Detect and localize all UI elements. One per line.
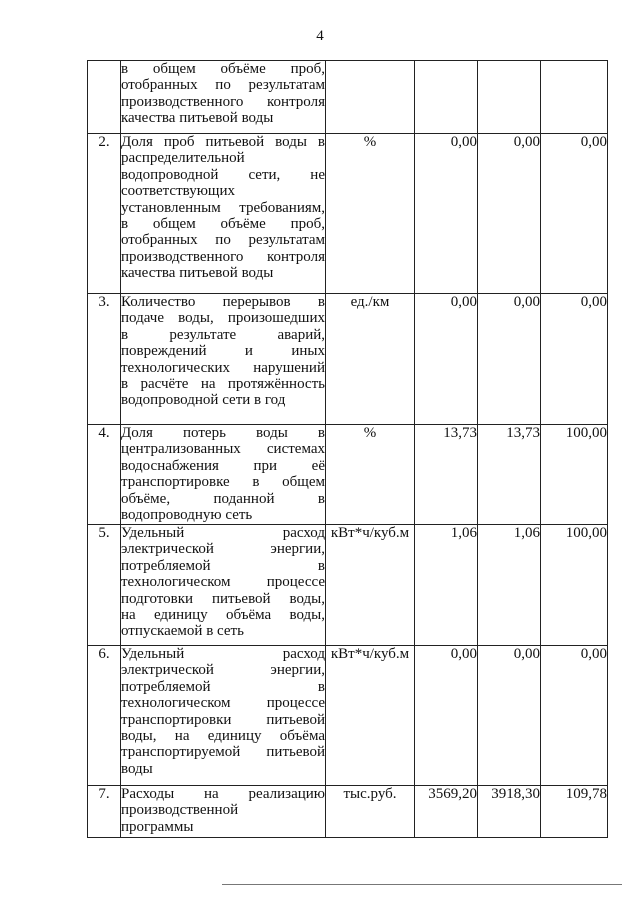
footer-rule [222, 884, 622, 885]
indicators-table-body [88, 61, 608, 838]
value-cell-3: 109,78 [541, 786, 608, 838]
indicator-text-line: соответствующих [121, 183, 235, 200]
indicator-text-line: Доля проб питьевой воды в [121, 134, 325, 150]
indicator-text-line: водопроводной сети, не [121, 166, 325, 183]
indicator-text-line: транспортируемой питьевой [121, 744, 325, 761]
value-cell-2: 0,00 [478, 134, 541, 294]
value-cell-2: 1,06 [478, 525, 541, 646]
row-number: 3. [88, 294, 121, 425]
value-cell-1 [415, 61, 478, 134]
indicator-text-line: потребляемой в [121, 557, 325, 574]
indicator-name [121, 134, 326, 294]
indicator-text-line: производственного контроля [121, 248, 325, 265]
row-number: 6. [88, 646, 121, 786]
table-row [88, 294, 608, 425]
value-cell-3: 0,00 [541, 646, 608, 786]
table-row [88, 134, 608, 294]
row-number: 2. [88, 134, 121, 294]
indicator-text-line: в результате аварий, [121, 326, 325, 343]
indicator-name [121, 425, 326, 525]
indicator-text-line: централизованных системах [121, 441, 325, 458]
indicator-text-line: в общем объёме проб, [121, 215, 325, 232]
value-cell-1: 0,00 [415, 646, 478, 786]
indicator-text-line: в расчёте на протяжённость [121, 375, 325, 392]
unit-cell: % [326, 134, 415, 294]
indicator-text-line: Расходы на реализацию [121, 786, 325, 802]
row-number: 7. [88, 786, 121, 838]
indicator-text-line: Доля потерь воды в [121, 425, 325, 441]
indicator-text-line: воды [121, 760, 153, 777]
unit-cell [326, 61, 415, 134]
unit-cell: ед./км [326, 294, 415, 425]
indicator-text-line: Удельный расход [121, 646, 325, 662]
indicator-text-line: транспортировки питьевой [121, 711, 325, 728]
value-cell-3: 100,00 [541, 425, 608, 525]
value-cell-1: 3569,20 [415, 786, 478, 838]
value-cell-2: 13,73 [478, 425, 541, 525]
unit-cell: тыс.руб. [326, 786, 415, 838]
indicator-text-line: потребляемой в [121, 678, 325, 695]
table-row [88, 786, 608, 838]
indicator-name [121, 61, 326, 134]
table-row [88, 61, 608, 134]
indicator-text-line: в общем объёме проб, [121, 61, 325, 77]
indicator-text-line: электрической энергии, [121, 662, 325, 679]
unit-cell: кВт*ч/куб.м [326, 646, 415, 786]
indicator-text-line: технологическом процессе [121, 695, 325, 712]
indicator-text-line: технологических нарушений [121, 359, 325, 376]
indicator-text-line: водопроводной сети в год [121, 392, 286, 409]
value-cell-2 [478, 61, 541, 134]
indicator-text-line: отобранных по результатам [121, 77, 325, 94]
value-cell-2: 3918,30 [478, 786, 541, 838]
indicator-text-line: подаче воды, произошедших [121, 310, 325, 327]
table-row [88, 425, 608, 525]
indicator-name [121, 786, 326, 838]
indicator-name [121, 525, 326, 646]
indicator-text-line: производственной [121, 802, 239, 819]
row-number: 4. [88, 425, 121, 525]
table-row [88, 525, 608, 646]
indicator-text-line: Количество перерывов в [121, 294, 325, 310]
value-cell-3 [541, 61, 608, 134]
indicator-text-line: на единицу объёма воды, [121, 606, 325, 623]
table-row [88, 646, 608, 786]
value-cell-1: 13,73 [415, 425, 478, 525]
indicators-table [87, 60, 608, 838]
value-cell-1: 0,00 [415, 134, 478, 294]
value-cell-3: 0,00 [541, 294, 608, 425]
indicator-name [121, 294, 326, 425]
unit-cell: % [326, 425, 415, 525]
indicator-text-line: объёме, поданной в [121, 490, 325, 507]
page-number: 4 [316, 28, 324, 44]
indicator-text-line: подготовки питьевой воды, [121, 590, 325, 607]
indicator-name [121, 646, 326, 786]
indicator-text-line: водоснабжения при её [121, 457, 325, 474]
indicator-text-line: качества питьевой воды [121, 265, 274, 282]
indicator-text-line: водопроводную сеть [121, 506, 253, 523]
row-number [88, 61, 121, 134]
value-cell-2: 0,00 [478, 646, 541, 786]
indicator-text-line: отобранных по результатам [121, 232, 325, 249]
row-number: 5. [88, 525, 121, 646]
value-cell-1: 0,00 [415, 294, 478, 425]
value-cell-1: 1,06 [415, 525, 478, 646]
indicator-text-line: электрической энергии, [121, 541, 325, 558]
indicator-text-line: производственного контроля [121, 93, 325, 110]
value-cell-3: 0,00 [541, 134, 608, 294]
indicator-text-line: технологическом процессе [121, 574, 325, 591]
indicator-text-line: качества питьевой воды [121, 110, 274, 127]
indicator-text-line: распределительной [121, 150, 245, 167]
indicator-text-line: транспортировке в общем [121, 474, 325, 491]
indicator-text-line: воды, на единицу объёма [121, 727, 325, 744]
indicator-text-line: программы [121, 818, 194, 835]
indicator-text-line: установленным требованиям, [121, 199, 325, 216]
value-cell-2: 0,00 [478, 294, 541, 425]
indicator-text-line: повреждений и иных [121, 343, 325, 360]
unit-cell: кВт*ч/куб.м [326, 525, 415, 646]
indicator-text-line: Удельный расход [121, 525, 325, 541]
indicator-text-line: отпускаемой в сеть [121, 623, 244, 640]
value-cell-3: 100,00 [541, 525, 608, 646]
